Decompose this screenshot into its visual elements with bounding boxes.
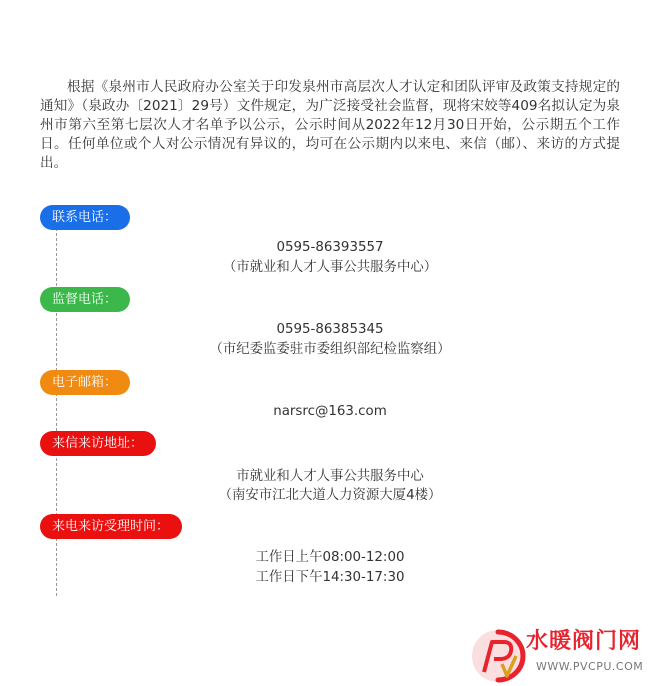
tag-office-hours: 来电来访受理时间： [40,514,182,539]
supervision-phone-org: （市纪委监委驻市委组织部纪检监察组） [209,342,451,357]
tag-supervision-phone: 监督电话： [40,287,130,312]
email-address[interactable]: narsrc@163.com [273,404,387,419]
contact-phone-number: 0595-86393557 [276,240,384,255]
watermark-title: 水暖阀门网 [526,629,642,654]
notice-paragraph: 根据《泉州市人民政府办公室关于印发泉州市高层次人才认定和团队评审及政策支持规定的通知》（泉政办〔2021〕29号）文件规定，为广泛接受社会监督，现将宋姣等409名拟认定为泉州市第六至第七层次人才名单予以公示，公示时间从2022年12月30日开始，公示期五个工作日。任何单位或个人对公示情况有异议的，均可在公示期内以来电、来信（邮）、来访的方式提出。 [40,79,620,171]
hours-afternoon: 工作日下午14:30-17:30 [255,570,405,585]
contact-phone-org: （市就业和人才人事公共服务中心） [222,260,438,275]
watermark-url: WWW.PVCPU.COM [536,660,644,673]
visit-org: 市就业和人才人事公共服务中心 [236,469,424,484]
tag-contact-phone: 联系电话： [40,205,130,230]
watermark-logo [468,626,648,684]
pv-logo-icon [468,626,528,684]
supervision-phone-number: 0595-86385345 [276,322,384,337]
tag-email: 电子邮箱： [40,370,130,395]
hours-morning: 工作日上午08:00-12:00 [255,550,405,565]
visit-address: （南安市江北大道人力资源大厦4楼） [218,488,442,503]
tag-visit-address: 来信来访地址： [40,431,156,456]
